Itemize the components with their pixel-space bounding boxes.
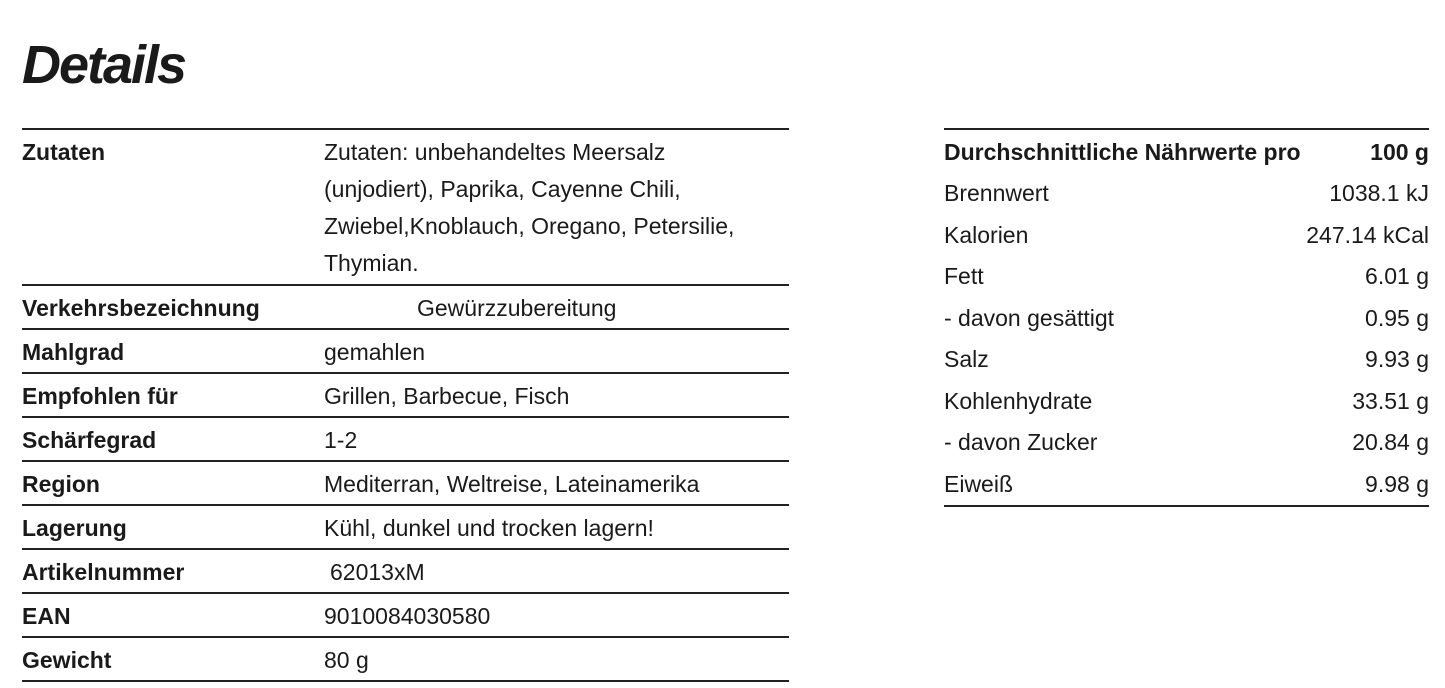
nutrition-row (944, 298, 1429, 340)
nutrition-value: 1038.1 kJ (1329, 180, 1429, 206)
details-label: Zutaten (22, 139, 106, 165)
details-label: Lagerung (22, 515, 127, 541)
nutrition-row (944, 173, 1429, 215)
details-row-region (22, 462, 789, 506)
nutrition-header-unit: 100 g (1370, 139, 1429, 165)
nutrition-label: Brennwert (944, 180, 1049, 206)
nutrition-label: Kalorien (944, 221, 1029, 248)
nutrition-value: 6.01 g (1365, 263, 1429, 289)
details-row-gewicht (22, 638, 789, 682)
nutrition-label: Kohlenhydrate (944, 387, 1093, 414)
details-value: 9010084030580 (324, 603, 491, 629)
details-value: Gewürzzubereitung (417, 295, 617, 321)
details-label: EAN (22, 603, 71, 629)
nutrition-row (944, 339, 1429, 381)
details-label: Mahlgrad (22, 339, 125, 365)
details-row-ean (22, 594, 789, 638)
details-row-verkehrsbezeichnung (22, 286, 789, 330)
nutrition-value: 9.93 g (1365, 346, 1429, 372)
details-value: Grillen, Barbecue, Fisch (324, 383, 570, 409)
details-table (22, 128, 789, 682)
nutrition-label: Eiweiß (944, 470, 1014, 497)
nutrition-label: Fett (944, 263, 984, 289)
details-value: Kühl, dunkel und trocken lagern! (324, 515, 654, 541)
nutrition-row (944, 256, 1429, 298)
nutrition-value: 9.98 g (1365, 470, 1429, 497)
details-value: 1-2 (324, 427, 358, 453)
details-row-empfohlen (22, 374, 789, 418)
nutrition-value: 20.84 g (1352, 429, 1429, 455)
page-title: Details (22, 35, 186, 95)
details-row-artikelnummer (22, 550, 789, 594)
nutrition-value: 247.14 kCal (1306, 221, 1429, 248)
details-label: Gewicht (22, 647, 112, 673)
details-row-schaerfegrad (22, 418, 789, 462)
details-row-zutaten (22, 130, 789, 286)
nutrition-header-label: Durchschnittliche Nährwerte pro (944, 139, 1301, 165)
details-label: Artikelnummer (22, 559, 185, 585)
nutrition-value: 0.95 g (1365, 304, 1429, 331)
nutrition-label: Salz (944, 346, 989, 372)
nutrition-row (944, 422, 1429, 464)
details-value: gemahlen (324, 339, 426, 365)
details-row-mahlgrad (22, 330, 789, 374)
details-value: Zutaten: unbehandeltes Meersalz (unjodiert), Paprika, Cayenne Chili, Zwiebel,Knoblauch, Oregano, Petersilie, Thymian. (324, 139, 735, 276)
details-value: Mediterran, Weltreise, Lateinamerika (324, 471, 700, 497)
nutrition-row (944, 215, 1429, 257)
details-label: Empfohlen für (22, 383, 178, 409)
nutrition-label: - davon Zucker (944, 429, 1098, 455)
details-row-lagerung (22, 506, 789, 550)
details-label: Region (22, 471, 100, 497)
details-value: 62013xM (330, 559, 425, 585)
nutrition-label: - davon gesättigt (944, 304, 1115, 331)
details-label: Schärfegrad (22, 427, 157, 453)
details-label: Verkehrsbezeichnung (22, 295, 260, 321)
nutrition-header (944, 130, 1429, 173)
nutrition-row (944, 464, 1429, 506)
nutrition-value: 33.51 g (1352, 387, 1429, 414)
nutrition-table (944, 128, 1429, 507)
details-value: 80 g (324, 647, 369, 673)
nutrition-row (944, 381, 1429, 423)
